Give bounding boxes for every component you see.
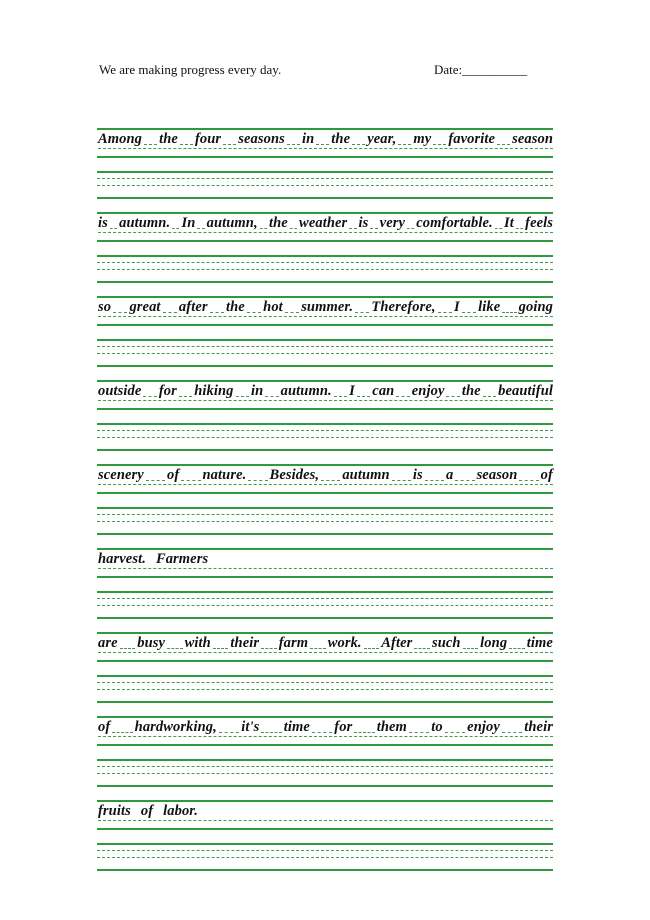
word-gap [310,648,326,649]
copy-word: season [476,467,518,483]
copy-word: Therefore, [371,299,436,315]
word-gap [180,144,193,145]
word-gap [483,396,496,397]
word-gap [407,228,414,229]
copy-word: work. [327,635,362,651]
copy-word: my [413,131,432,147]
copy-word: season [512,131,553,147]
word-gap [349,228,356,229]
copy-word: them [376,719,407,735]
copy-word: great [129,299,161,315]
word-gap [112,732,132,733]
copy-word: four [194,131,222,147]
writing-block-4 [97,380,553,452]
word-gap [438,312,452,313]
copy-word: a [445,467,454,483]
word-gap [144,144,157,145]
word-gap [285,312,299,313]
writing-line-8 [98,718,553,737]
copy-word: the [461,383,481,399]
word-gap [247,312,261,313]
word-gap [433,144,446,145]
word-gap [290,228,297,229]
word-gap [357,396,370,397]
copy-word: autumn, [206,215,258,231]
copy-word: enjoy [467,719,500,735]
copy-word: It [504,215,514,231]
copy-word: of [167,467,180,483]
word-gap [446,396,459,397]
writing-block-6 [97,548,553,620]
writing-block-2 [97,212,553,284]
copy-word: for [334,719,353,735]
copy-word: fruits [98,803,131,819]
copy-word: for [158,383,177,399]
copy-word: in [250,383,264,399]
word-gap [355,312,369,313]
copy-word: such [431,635,461,651]
word-gap [120,648,136,649]
copy-word: outside [98,383,142,399]
word-gap [219,732,239,733]
word-gap [497,144,510,145]
word-gap [462,312,476,313]
copy-word: summer. [301,299,354,315]
copy-word: of [140,803,154,819]
word-gap [392,480,411,481]
writing-block-5 [97,464,553,536]
word-gap [502,312,516,313]
copy-word: the [268,215,288,231]
copy-word: autumn. [280,383,332,399]
copy-word: time [526,635,553,651]
copy-word: I [454,299,460,315]
copy-word: their [230,635,260,651]
word-gap [312,732,332,733]
word-gap [502,732,522,733]
copy-word: I [349,383,355,399]
word-gap [396,396,409,397]
word-gap [354,732,374,733]
copy-word: in [301,131,315,147]
copy-word: the [225,299,245,315]
writing-block-1 [97,128,553,200]
writing-line-3 [98,298,553,317]
copy-word: hardworking, [134,719,217,735]
copy-word: the [159,131,178,147]
copy-word: autumn [342,467,390,483]
word-gap [210,312,224,313]
word-gap [409,732,429,733]
word-gap [495,228,502,229]
word-gap [260,228,267,229]
word-gap [197,228,204,229]
writing-line-7 [98,634,553,653]
writing-line-6 [98,550,553,569]
copy-word: hiking [194,383,234,399]
copy-word: like [478,299,501,315]
writing-line-1 [98,130,553,149]
copy-word: is [412,467,423,483]
word-gap [321,480,340,481]
word-gap [455,480,474,481]
copy-word: is [358,215,369,231]
copy-word: In [181,215,196,231]
word-gap [143,396,156,397]
copy-word: farm [278,635,309,651]
copy-word: feels [525,215,554,231]
copy-word: their [524,719,553,735]
motto-text: We are making progress every day. [99,62,282,77]
copy-word: year, [367,131,397,147]
word-gap [516,228,523,229]
word-gap [248,480,267,481]
copy-word: of [98,719,111,735]
word-gap [163,312,177,313]
copy-word: weather [299,215,348,231]
copy-word: going [518,299,553,315]
copy-word: busy [137,635,166,651]
copy-word: very [379,215,406,231]
copy-word: Besides, [269,467,320,483]
word-gap [370,228,377,229]
word-gap [425,480,444,481]
word-gap [287,144,300,145]
word-gap [110,228,117,229]
word-gap [519,480,538,481]
copy-word: scenery [98,467,144,483]
copy-word: hot [263,299,283,315]
copy-word: time [283,719,310,735]
copy-word: autumn. [119,215,171,231]
copy-word: favorite [448,131,496,147]
word-gap [364,648,380,649]
copy-word: so [98,299,112,315]
copy-word: the [331,131,351,147]
writing-line-5 [98,466,553,485]
copy-word: labor. [163,803,198,819]
word-gap [414,648,430,649]
copy-word: can [372,383,395,399]
writing-line-4 [98,382,553,401]
word-gap [334,396,347,397]
word-gap [398,144,411,145]
word-gap [223,144,236,145]
copy-word: After [381,635,413,651]
copy-word: Farmers [155,551,209,567]
copy-word: seasons [238,131,285,147]
word-gap [236,396,249,397]
copy-word: it's [241,719,260,735]
copy-word: enjoy [411,383,445,399]
word-gap [316,144,329,145]
word-gap [509,648,525,649]
word-gap [261,732,281,733]
date-field: Date:__________ [434,62,528,77]
word-gap [463,648,479,649]
word-gap [352,144,365,145]
copy-word: after [178,299,208,315]
word-gap [213,648,229,649]
copy-word: are [98,635,118,651]
word-gap [181,480,200,481]
copy-word: Among [98,131,143,147]
word-gap [167,648,183,649]
word-gap [113,312,127,313]
word-gap [265,396,278,397]
writing-block-3 [97,296,553,368]
copy-word: comfortable. [416,215,493,231]
word-gap [445,732,465,733]
word-gap [261,648,277,649]
writing-block-9 [97,800,553,872]
word-gap [179,396,192,397]
word-gap [172,228,179,229]
copy-word: beautiful [498,383,554,399]
writing-line-9 [98,802,553,821]
writing-block-7 [97,632,553,704]
copy-word: nature. [202,467,247,483]
copy-word: with [184,635,211,651]
writing-block-8 [97,716,553,788]
writing-line-2 [98,214,553,233]
copy-word: is [98,215,108,231]
copy-word: of [540,467,553,483]
copy-word: harvest. [98,551,146,567]
word-gap [146,480,165,481]
copy-word: long [480,635,508,651]
copy-word: to [431,719,443,735]
